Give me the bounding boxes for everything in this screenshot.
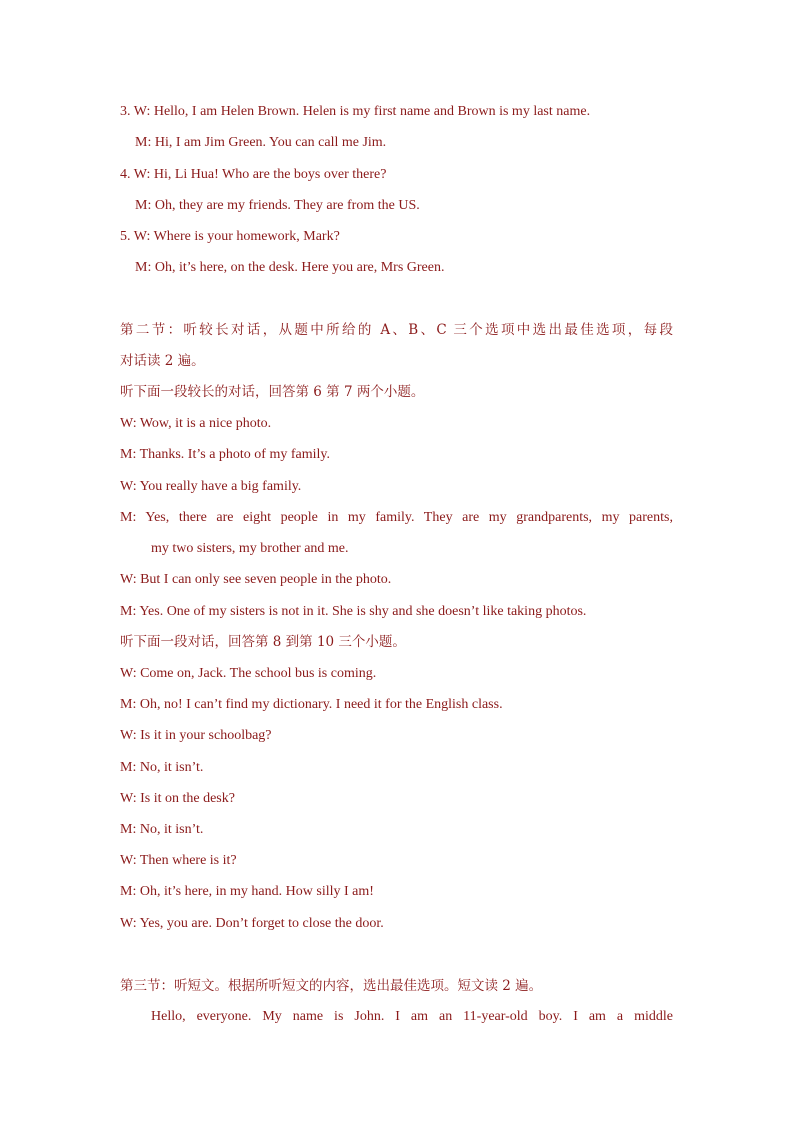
dialogue-line: W: You really have a big family. (120, 479, 302, 494)
instruction: 听下面一段较长的对话，回答第 6 第 7 两个小题。 (120, 384, 425, 400)
dialogue-line: M: Oh, no! I can’t find my dictionary. I need it for the English class. (120, 697, 503, 712)
dialogue-line: M: Oh, it’s here, on the desk. Here you are, Mrs Green. (135, 260, 445, 275)
dialogue-line: W: Is it in your schoolbag? (120, 728, 272, 743)
dialogue-line: M: Yes. One of my sisters is not in it. She is shy and she doesn’t like taking photos. (120, 604, 587, 619)
instruction: 听下面一段对话，回答第 8 到第 10 三个小题。 (120, 634, 406, 650)
dialogue-line: M: Oh, they are my friends. They are from the US. (135, 198, 420, 213)
section-heading: 第三节：听短文。根据所听短文的内容，选出最佳选项。短文读 2 遍。 (120, 978, 543, 994)
dialogue-line: W: Then where is it? (120, 853, 237, 868)
dialogue-line: W: Wow, it is a nice photo. (120, 416, 272, 431)
dialogue-line: M: Yes, there are eight people in my family. They are my grandparents, my parents, (120, 510, 673, 525)
dialogue-line: M: Oh, it’s here, in my hand. How silly I am! (120, 884, 374, 899)
section-heading: 第二节：听较长对话，从题中所给的 A、B、C 三个选项中选出最佳选项，每段 (120, 322, 673, 338)
dialogue-line: 3. W: Hello, I am Helen Brown. Helen is my first name and Brown is my last name. (120, 104, 591, 119)
dialogue-line: W: Come on, Jack. The school bus is coming. (120, 666, 377, 681)
dialogue-line: 4. W: Hi, Li Hua! Who are the boys over there? (120, 167, 387, 182)
dialogue-line: M: Hi, I am Jim Green. You can call me Jim. (135, 135, 387, 150)
dialogue-line: M: No, it isn’t. (120, 822, 204, 837)
passage-line: Hello, everyone. My name is John. I am an 11-year-old boy. I am a middle (151, 1009, 673, 1024)
dialogue-line: W: Is it on the desk? (120, 791, 235, 806)
dialogue-line: my two sisters, my brother and me. (151, 541, 349, 556)
dialogue-line: 5. W: Where is your homework, Mark? (120, 229, 340, 244)
dialogue-line: M: Thanks. It’s a photo of my family. (120, 447, 330, 462)
dialogue-line: W: Yes, you are. Don’t forget to close the door. (120, 916, 384, 931)
section-heading: 对话读 2 遍。 (120, 353, 205, 369)
dialogue-line: W: But I can only see seven people in the photo. (120, 572, 392, 587)
dialogue-line: M: No, it isn’t. (120, 760, 204, 775)
